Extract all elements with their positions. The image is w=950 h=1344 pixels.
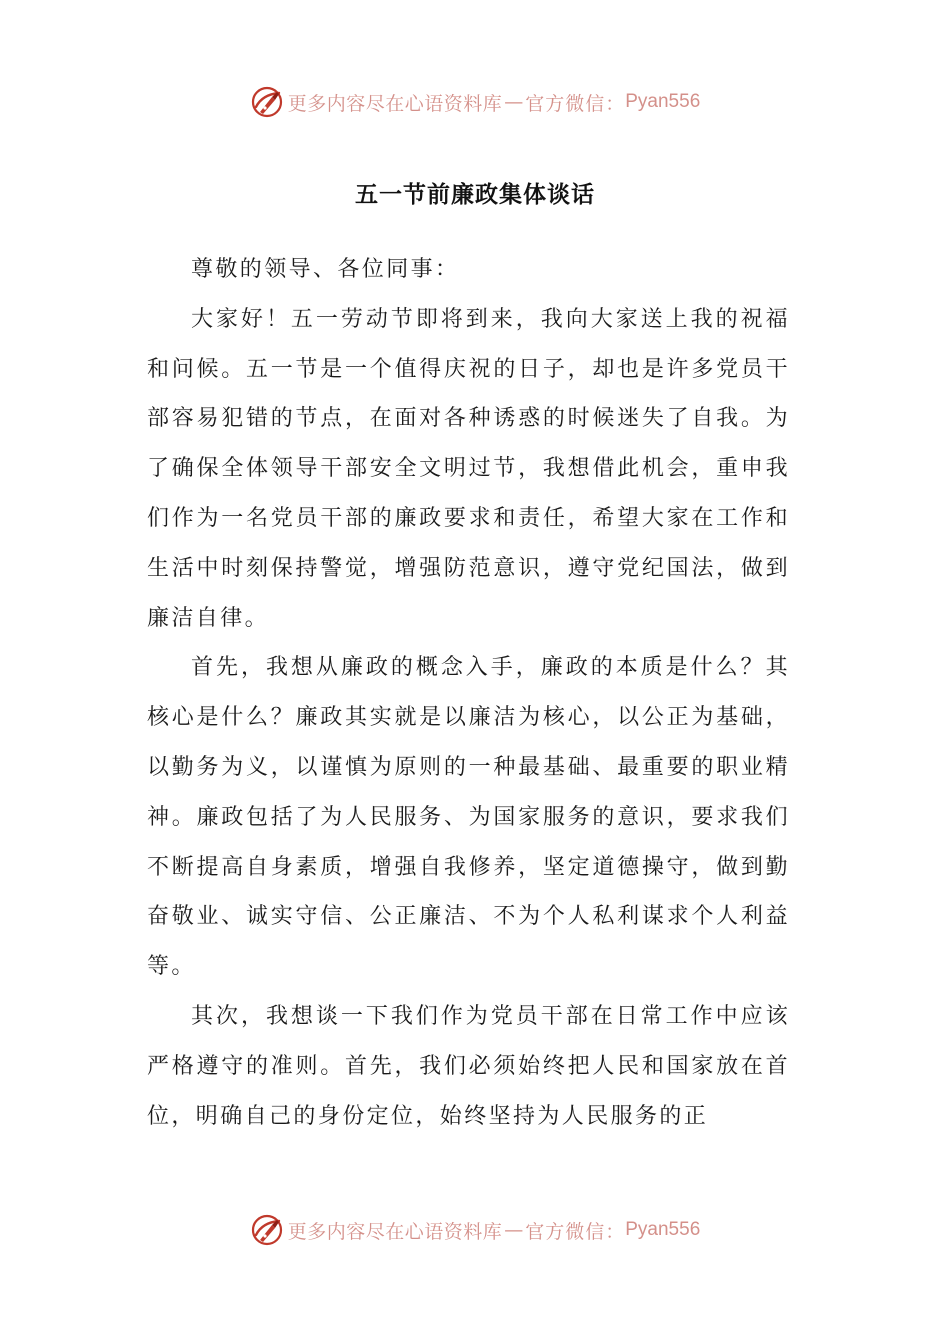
pen-nib-logo-icon: [250, 1213, 284, 1247]
document-title: 五一节前廉政集体谈话: [355, 182, 595, 208]
watermark-text: 更多内容尽在心语资料库: [287, 92, 503, 115]
watermark-wechat-id: Pyan556: [625, 1219, 701, 1240]
pen-nib-logo-icon: [250, 85, 284, 119]
watermark-wechat-label: 官方微信：: [525, 1220, 626, 1243]
paragraph: 其次，我想谈一下我们作为党员干部在日常工作中应该严格遵守的准则。首先，我们必须始终把人民和国家放在首位，明确自己的身份定位，始终坚持为人民服务的正: [147, 1003, 790, 1129]
watermark-banner-top: [0, 82, 950, 122]
watermark-wechat-id: Pyan556: [625, 91, 701, 112]
paragraph: 首先，我想从廉政的概念入手，廉政的本质是什么？其核心是什么？廉政其实就是以廉洁为核心，以公正为基础，以勤务为义，以谨慎为原则的一种最基础、最重要的职业精神。廉政包括了为人民服务、为国家服务的意识，要求我们不断提高自身素质，增强自我修养，坚定道德操守，做到勤奋敬业、诚实守信、公正廉洁、不为个人私利谋求个人利益等。: [147, 655, 790, 980]
watermark-wechat-label: 官方微信：: [525, 92, 626, 115]
paragraph: 大家好！五一劳动节即将到来，我向大家送上我的祝福和问候。五一节是一个值得庆祝的日子，却也是许多党员干部容易犯错的节点，在面对各种诱惑的时候迷失了自我。为了确保全体领导干部安全文明过节，我想借此机会，重申我们作为一名党员干部的廉政要求和责任，希望大家在工作和生活中时刻保持警觉，增强防范意识，遵守党纪国法，做到廉洁自律。: [147, 306, 790, 631]
watermark-text: 更多内容尽在心语资料库: [287, 1220, 503, 1243]
watermark-dash: —: [504, 91, 524, 113]
document-body: [147, 245, 790, 1141]
watermark-banner-bottom: [0, 1210, 950, 1250]
paragraph-salutation: 尊敬的领导、各位同事：: [191, 257, 460, 282]
watermark-dash: —: [504, 1219, 524, 1241]
